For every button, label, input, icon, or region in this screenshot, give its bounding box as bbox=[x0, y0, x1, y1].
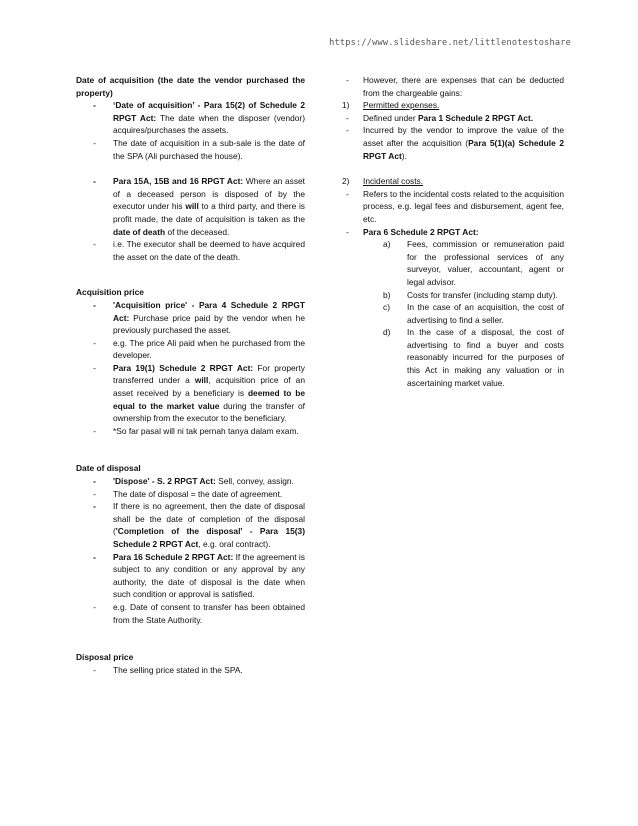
list-item: - Para 19(1) Schedule 2 RPGT Act: For property transferred under a will, acquisition price of an asset received by a beneficiary is deemed to be equal to the market value during the transfer of ownership from the executor to the beneficiary. bbox=[76, 362, 305, 425]
bullet-dash: - bbox=[346, 125, 349, 136]
list-item: - The selling price stated in the SPA. bbox=[76, 664, 305, 677]
list-item: - Incurred by the vendor to improve the value of the asset after the acquisition (Para 5(1)(a) Schedule 2 RPGT Act). bbox=[342, 124, 564, 162]
numbered-item bbox=[342, 99, 564, 112]
disposal-price-heading: Disposal price bbox=[76, 652, 134, 663]
bullet-dash: - bbox=[346, 75, 349, 85]
bullet-dash: - bbox=[93, 299, 96, 310]
sub-item: b) Costs for transfer (including stamp duty). bbox=[375, 289, 564, 302]
left-column bbox=[76, 74, 305, 676]
bullet-dash: - bbox=[93, 488, 96, 499]
sub-item: d) In the case of a disposal, the cost of advertising to find a buyer and costs reasonably incurred for the purposes of this Act in making any valuation or in ascertaining market value. bbox=[375, 326, 564, 389]
sub-marker: d) bbox=[383, 327, 391, 338]
list-item: - Defined under Para 1 Schedule 2 RPGT Act. bbox=[342, 112, 564, 125]
list-item: - ‘Date of acquisition’ - Para 15(2) of Schedule 2 RPGT Act: The date when the disposer (vendor) acquires/purchases the assets. bbox=[76, 99, 305, 137]
sub-marker: c) bbox=[383, 302, 390, 313]
list-item: - The date of acquisition in a sub-sale is the date of the SPA (Ali purchased the house). bbox=[76, 137, 305, 162]
bullet-dash: - bbox=[93, 362, 96, 373]
bullet-dash: - bbox=[346, 188, 349, 199]
bullet-dash: - bbox=[346, 112, 349, 123]
list-item: - e.g. Date of consent to transfer has been obtained from the State Authority. bbox=[76, 601, 305, 626]
list-item: - 'Acquisition price' - Para 4 Schedule 2 RPGT Act: Purchase price paid by the vendor when he previously purchased the asset. bbox=[76, 299, 305, 337]
date-of-disposal-heading: Date of disposal bbox=[76, 463, 141, 474]
bullet-dash: - bbox=[93, 239, 96, 250]
source-url[interactable]: https://www.slideshare.net/littlenotestoshare bbox=[329, 38, 571, 48]
bullet-dash: - bbox=[93, 501, 96, 512]
bullet-dash: - bbox=[346, 226, 349, 237]
permitted-expenses-heading: Permitted expenses. bbox=[363, 100, 440, 111]
bullet-dash: - bbox=[93, 176, 96, 187]
list-item: - The date of disposal = the date of agreement. bbox=[76, 488, 305, 501]
bullet-dash: - bbox=[93, 551, 96, 562]
sub-item: c) In the case of an acquisition, the cost of advertising to find a seller. bbox=[375, 301, 564, 326]
sub-item: a) Fees, commission or remuneration paid for the professional services of any surveyor, valuer, accountant, agent or legal advisor. bbox=[375, 238, 564, 288]
list-item: - Para 6 Schedule 2 RPGT Act: bbox=[342, 226, 564, 239]
list-item: - However, there are expenses that can be deducted from the chargeable gains: bbox=[342, 74, 564, 99]
date-of-acquisition-heading: Date of acquisition (the date the vendor purchased the property) bbox=[76, 75, 305, 98]
right-column bbox=[342, 74, 564, 389]
acquisition-price-heading: Acquisition price bbox=[76, 287, 144, 298]
incidental-costs-heading: Incidental costs. bbox=[363, 176, 424, 187]
bullet-dash: - bbox=[93, 100, 96, 111]
numbered-item bbox=[342, 175, 564, 188]
bullet-dash: - bbox=[93, 425, 96, 436]
list-item: - Para 15A, 15B and 16 RPGT Act: Where an asset of a deceased person is disposed of by the executor under his will to a third party, and there is profit made, the date of acquisition is taken as the date of death of the deceased. bbox=[76, 175, 305, 238]
bullet-dash: - bbox=[93, 476, 96, 487]
bullet-dash: - bbox=[93, 337, 96, 348]
list-item: - Refers to the incidental costs related to the acquisition process, e.g. legal fees and disbursement, agent fee, etc. bbox=[342, 188, 564, 226]
list-item: - e.g. The price Ali paid when he purchased from the developer. bbox=[76, 337, 305, 362]
sub-marker: b) bbox=[383, 289, 391, 300]
item-number: 1) bbox=[342, 100, 350, 111]
list-item: - *So far pasal will ni tak pernah tanya dalam exam. bbox=[76, 425, 305, 438]
bullet-dash: - bbox=[93, 601, 96, 612]
bullet-dash: - bbox=[93, 137, 96, 148]
item-number: 2) bbox=[342, 176, 350, 187]
sub-marker: a) bbox=[383, 239, 391, 250]
list-item: - i.e. The executor shall be deemed to have acquired the asset on the date of the death. bbox=[76, 238, 305, 263]
bullet-dash: - bbox=[93, 664, 96, 675]
list-item: - If there is no agreement, then the date of disposal shall be the date of completion of the disposal ('Completion of the disposal' - Para 15(3) Schedule 2 RPGT Act, e.g. oral contract). bbox=[76, 500, 305, 550]
list-item: - 'Dispose' - S. 2 RPGT Act: Sell, convey, assign. bbox=[76, 475, 305, 488]
list-item: - Para 16 Schedule 2 RPGT Act: If the agreement is subject to any condition or any approval by any authority, the date of disposal is the date when such condition or approval is satisfied. bbox=[76, 551, 305, 601]
